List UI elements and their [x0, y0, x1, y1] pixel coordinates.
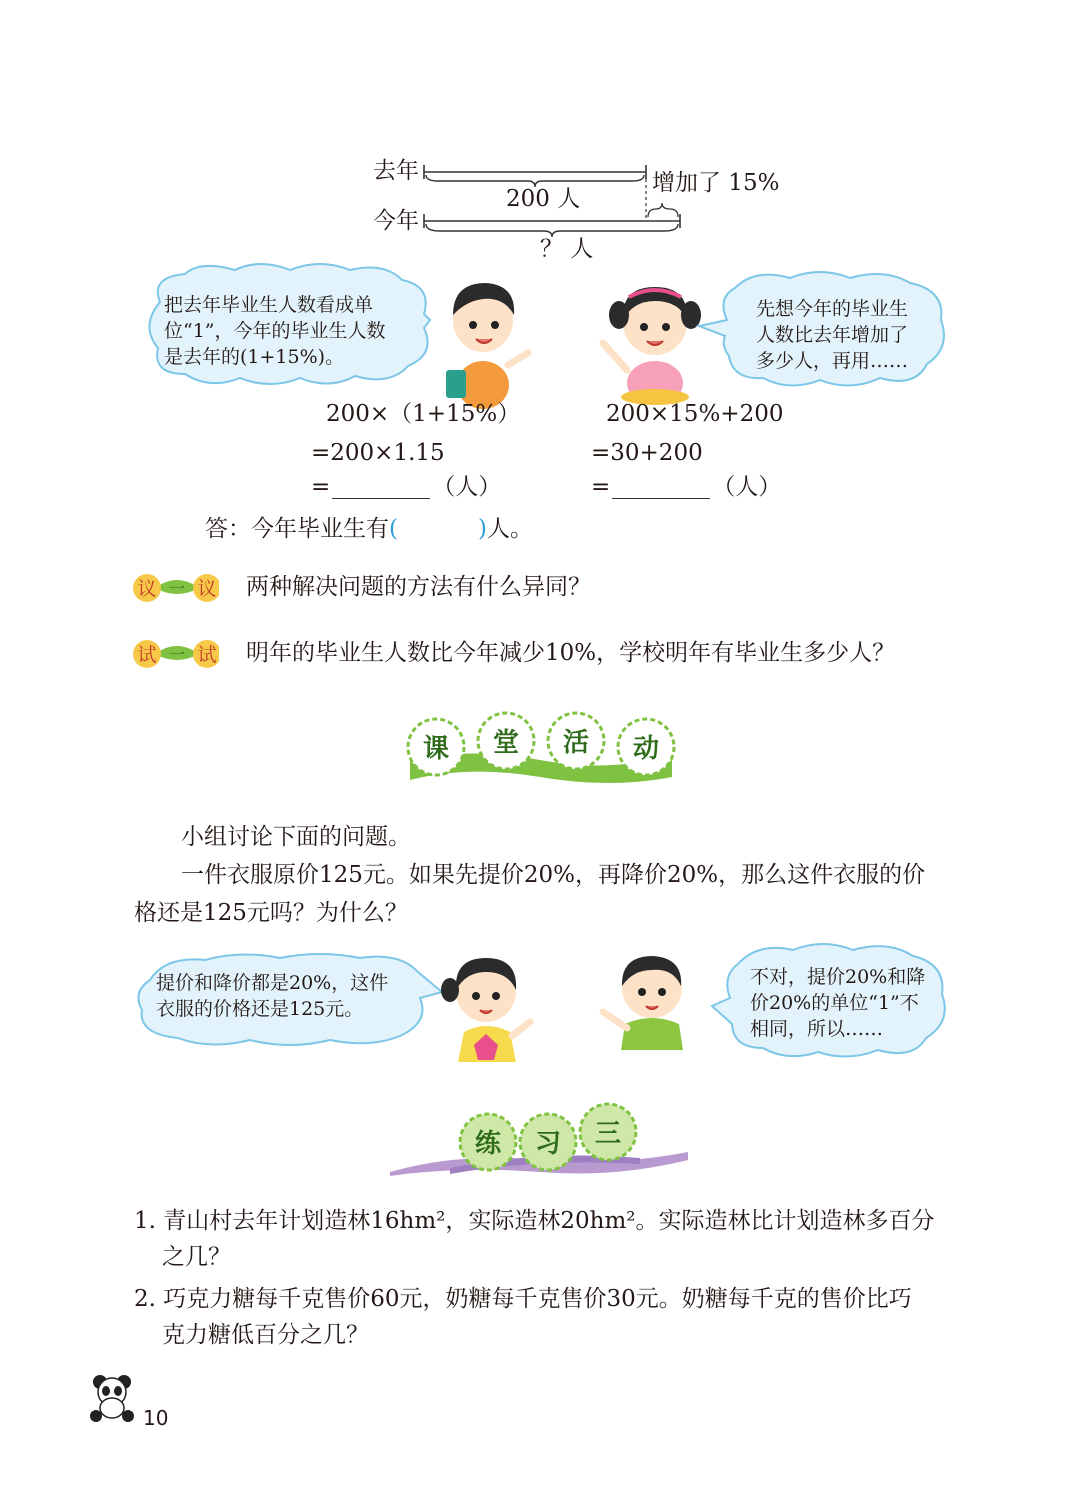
answer-close-paren: ) — [477, 516, 487, 542]
discuss-question: 两种解决问题的方法有什么异同？ — [246, 574, 591, 600]
bubble-line: 提价和降价都是20%，这件 — [156, 972, 389, 994]
badge-char: 议 — [197, 578, 217, 600]
last-year-label: 去年 — [373, 158, 419, 184]
bubble-line: 是去年的(1+15%)。 — [164, 346, 345, 368]
unit-label: （人） — [432, 474, 502, 500]
activity-line2: 一件衣服原价125元。如果先提价20%，再降价20%，那么这件衣服的价 — [181, 862, 926, 888]
exercise-banner — [390, 1100, 690, 1185]
badge-char: 一 — [168, 579, 186, 598]
bubble-girl2-text — [156, 970, 388, 1022]
banner-char: 课 — [422, 734, 450, 764]
people-200-label: 200 人 — [506, 186, 581, 212]
banner-char: 习 — [534, 1129, 562, 1159]
try-question: 明年的毕业生人数比今年减少10%，学校明年有毕业生多少人？ — [246, 640, 896, 666]
badge-char: 试 — [137, 644, 157, 666]
banner-char: 堂 — [492, 728, 520, 758]
exercise-2-line2: 克力糖低百分之几？ — [162, 1322, 369, 1348]
bubble-boy1-text — [164, 292, 386, 370]
answer-open-paren: ( — [389, 516, 398, 542]
panda-icon — [86, 1372, 138, 1424]
bubble-line: 衣服的价格还是125元。 — [156, 998, 364, 1020]
unknown-label: ？ 人 — [540, 236, 594, 262]
bubble-line: 相同，所以…… — [750, 1018, 884, 1040]
bubble-boy2-text — [750, 964, 925, 1042]
girl-illustration — [595, 275, 705, 405]
badge-char: 试 — [197, 644, 217, 666]
banner-char: 三 — [594, 1119, 622, 1149]
increase-label: 增加了 15% — [652, 170, 780, 196]
exercise-2-line1: 2. 巧克力糖每千克售价60元，奶糖每千克售价30元。奶糖每千克的售价比巧 — [134, 1286, 912, 1312]
answer-sentence — [205, 518, 533, 541]
bubble-girl1-text — [756, 296, 908, 374]
bubble-line: 把去年毕业生人数看成单 — [164, 294, 374, 316]
bubble-line: 先想今年的毕业生 — [756, 298, 909, 320]
banner-char: 活 — [562, 728, 590, 758]
exercise-1-line2: 之几？ — [162, 1244, 231, 1270]
equals-sign: = — [591, 474, 611, 500]
this-year-label: 今年 — [373, 208, 419, 234]
answer-blank[interactable] — [612, 478, 710, 499]
unit-label: （人） — [712, 474, 782, 500]
method2-line2: =30+200 — [591, 440, 703, 466]
exercise-1-line1: 1. 青山村去年计划造林16hm²，实际造林20hm²。实际造林比计划造林多百分 — [134, 1208, 935, 1234]
boy-illustration — [438, 275, 533, 410]
try-badge-icon — [133, 636, 219, 672]
method1-line1: 200×（1+15%） — [326, 401, 521, 427]
bubble-line: 多少人，再用…… — [756, 350, 909, 372]
bubble-line: 位“1”，今年的毕业生人数 — [164, 320, 386, 342]
activity-line1: 小组讨论下面的问题。 — [181, 824, 411, 850]
girl-yellow-illustration — [438, 950, 538, 1065]
bubble-line: 价20%的单位“1”不 — [750, 992, 919, 1014]
answer-blank[interactable] — [332, 478, 430, 499]
equals-sign: = — [311, 474, 331, 500]
activity-line3: 格还是125元吗？为什么？ — [134, 900, 408, 926]
discuss-badge-icon — [133, 570, 219, 606]
bubble-line: 人数比去年增加了 — [756, 324, 909, 346]
banner-char: 动 — [632, 734, 660, 764]
method2-line1: 200×15%+200 — [606, 401, 784, 427]
bubble-line: 不对，提价20%和降 — [750, 966, 926, 988]
boy-green-illustration — [597, 950, 707, 1055]
badge-char: 一 — [168, 645, 186, 664]
method1-line2: =200×1.15 — [311, 440, 445, 466]
badge-char: 议 — [137, 578, 157, 600]
method2-line3 — [591, 476, 781, 499]
method1-line3 — [311, 476, 501, 499]
page-number: 10 — [143, 1406, 169, 1430]
answer-suffix: 人。 — [486, 516, 533, 542]
answer-prefix: 答：今年毕业生有 — [205, 516, 389, 542]
banner-char: 练 — [474, 1129, 502, 1159]
activity-banner — [400, 705, 682, 790]
